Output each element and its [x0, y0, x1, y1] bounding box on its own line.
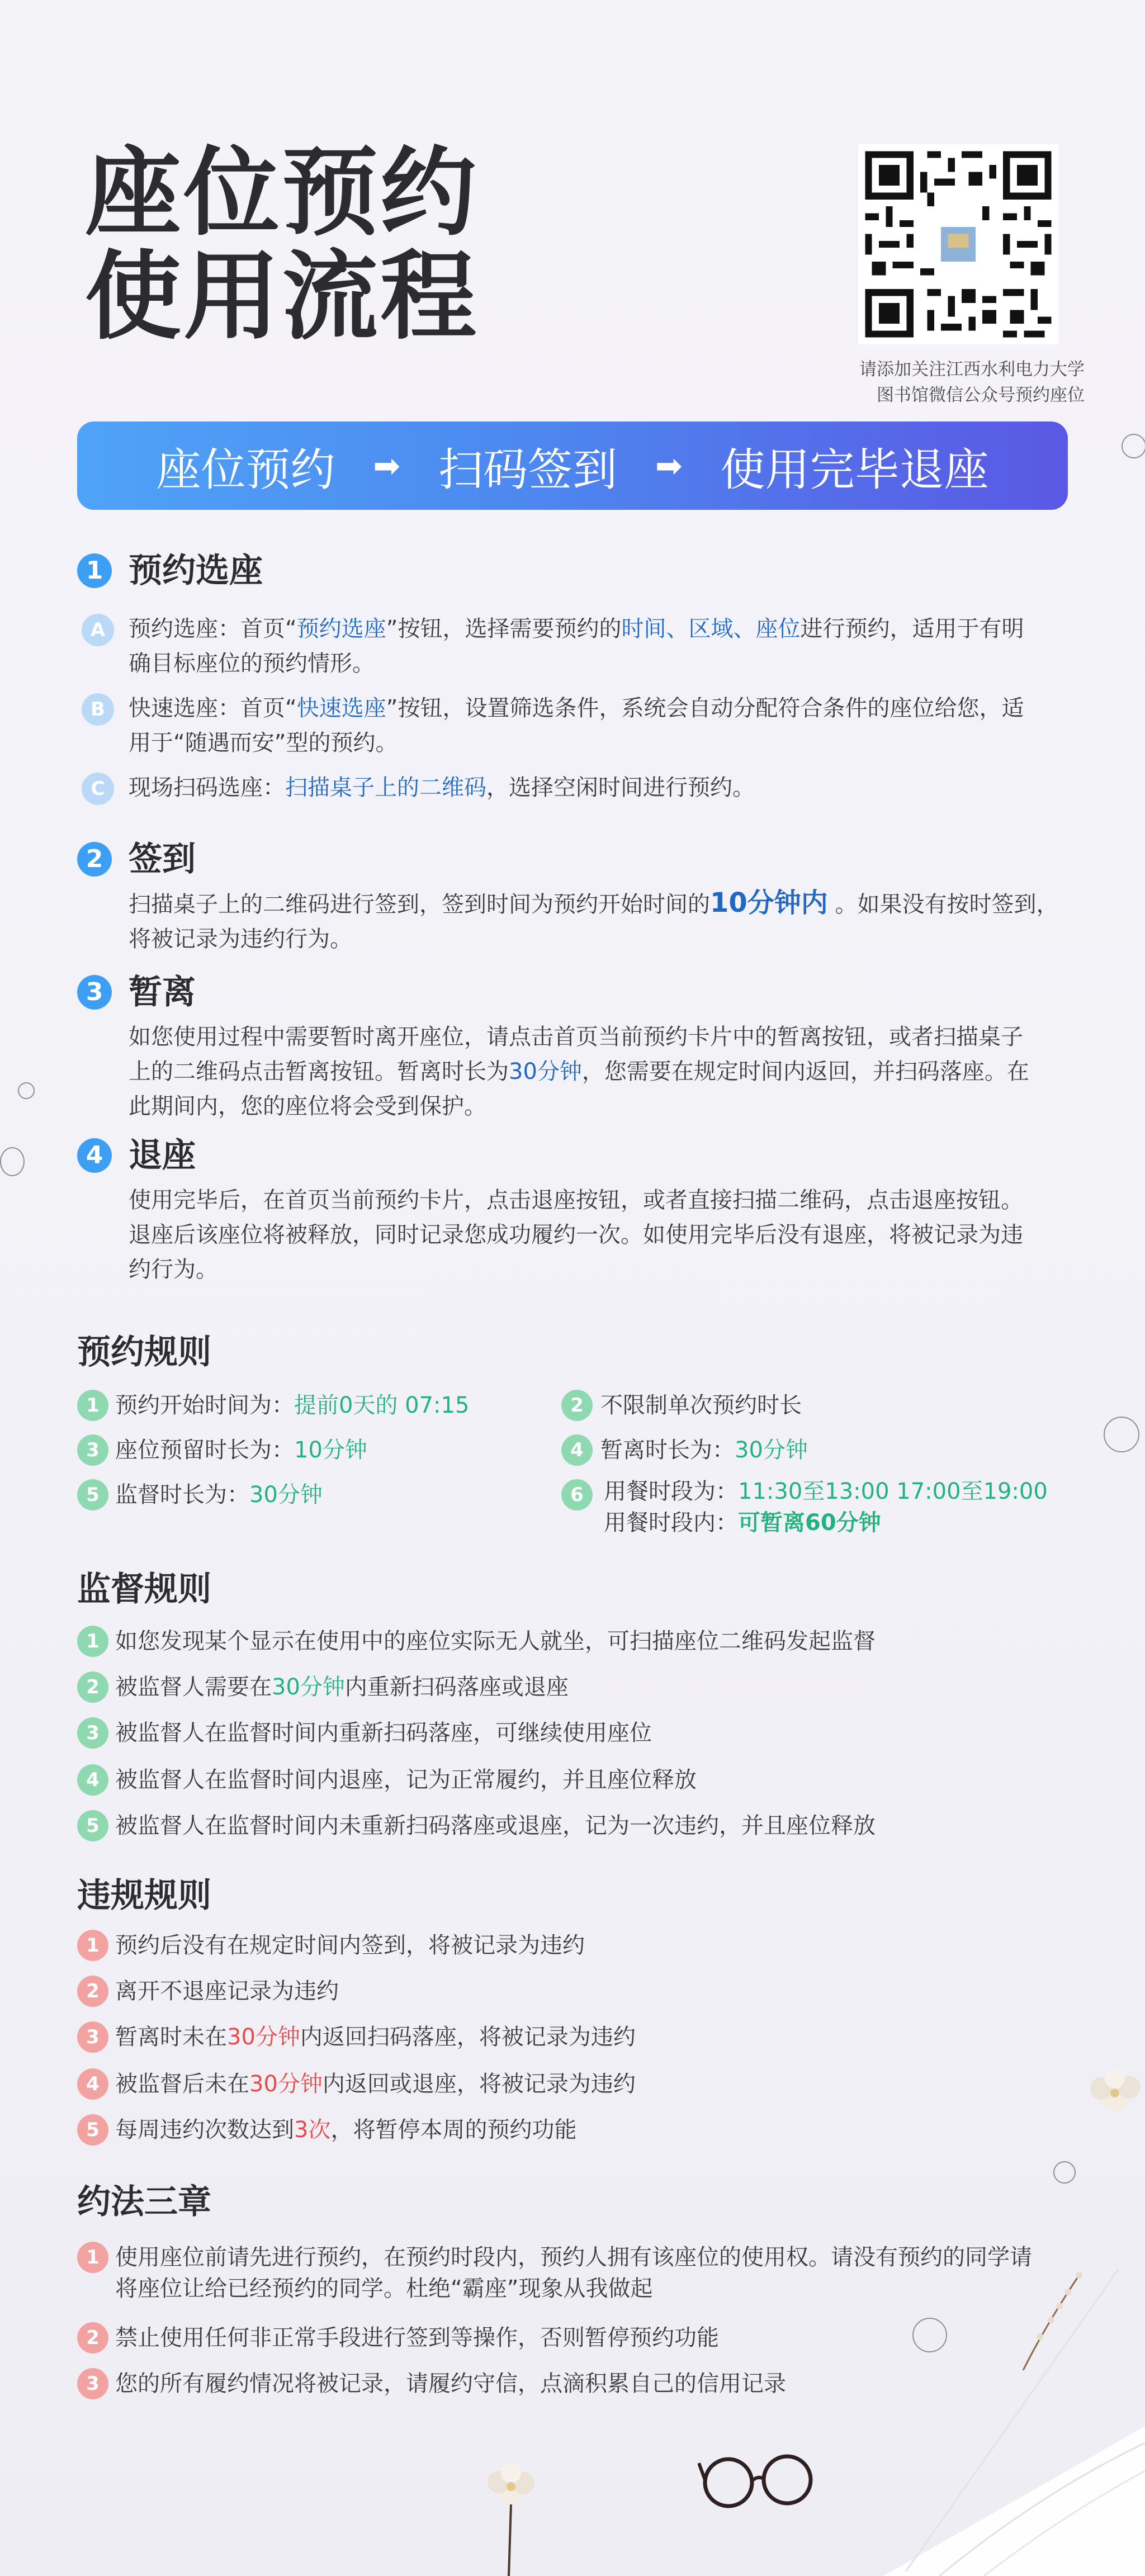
- text: 退座后该座位将被释放，同时记录您成功履约一次。如使用完毕后没有退座，将被记录为违: [129, 1222, 1023, 1248]
- sub-badge-a: A: [82, 614, 114, 646]
- rule-badge: 5: [77, 1810, 108, 1841]
- value: 30分钟: [272, 1674, 345, 1700]
- option-quick-seat: [129, 691, 1090, 760]
- decor-circle: [0, 1147, 25, 1176]
- text: 用餐时段为：: [604, 1479, 738, 1504]
- text: 预约开始时间为：: [115, 1393, 294, 1418]
- away-description: [129, 1020, 1090, 1124]
- rule-badge: 4: [77, 2068, 108, 2100]
- wechat-qr-code[interactable]: [858, 144, 1058, 344]
- value: 30分钟: [227, 2024, 300, 2050]
- rule-badge: 1: [77, 1626, 108, 1657]
- text: ，将暂停本周的预约功能: [330, 2117, 577, 2143]
- violation-rule: [115, 2114, 576, 2146]
- rule-badge: 2: [77, 2322, 108, 2354]
- rule-badge: 2: [77, 1671, 108, 1703]
- text: 内返回或退座，将被记录为违约: [322, 2071, 636, 2097]
- text: 暂离时未在: [115, 2024, 227, 2050]
- decor-circle: [18, 1082, 35, 1099]
- text: 每周违约次数达到: [115, 2117, 294, 2143]
- section-number-badge: 3: [77, 975, 112, 1010]
- rule-badge: 5: [77, 1479, 108, 1510]
- rule-badge: 1: [77, 1930, 108, 1961]
- text: 如您使用过程中需要暂时离开座位，请点击首页当前预约卡片中的暂离按钮，或者扫描桌子: [129, 1024, 1023, 1050]
- violation-rule: [115, 2021, 636, 2053]
- rule-badge: 4: [561, 1434, 593, 1466]
- text: 暂离时长为：: [600, 1437, 735, 1463]
- highlight: 快速选座: [296, 695, 386, 721]
- text: 使用座位前请先进行预约，在预约时段内，预约人拥有该座位的使用权。请没有预约的同学请: [115, 2244, 1032, 2270]
- section-number-badge: 1: [77, 553, 112, 588]
- section-title-leave: 退座: [129, 1136, 196, 1175]
- text: 此期间内，您的座位将会受到保护。: [129, 1093, 486, 1119]
- section-number-badge: 4: [77, 1138, 112, 1173]
- rule-badge: 3: [77, 2368, 108, 2399]
- rule-badge: 1: [77, 1390, 108, 1421]
- rule-badge: 4: [77, 1764, 108, 1796]
- rule-reserve-hold: [115, 1434, 367, 1466]
- three-rules-title: 约法三章: [77, 2182, 211, 2222]
- text: 使用完毕后，在首页当前预约卡片，点击退座按钮，或者直接扫描二维码，点击退座按钮。: [129, 1187, 1023, 1213]
- rule-meal-time: [604, 1476, 1048, 1538]
- violation-rule: 预约后没有在规定时间内签到，将被记录为违约: [115, 1933, 585, 1958]
- value: 30分钟: [735, 1437, 808, 1463]
- title-line-2: 使用流程: [85, 240, 479, 353]
- step-checkin: 扫码签到: [438, 443, 617, 496]
- highlight: 预约选座: [296, 616, 386, 642]
- section-title-away: 暂离: [129, 973, 196, 1012]
- glasses-icon: [698, 2446, 821, 2513]
- booking-rules-title: 预约规则: [77, 1333, 211, 1372]
- section-number-badge: 2: [77, 842, 112, 877]
- text: 。如果没有按时签到，: [827, 892, 1059, 917]
- supervision-rule: 被监督人在监督时间内重新扫码落座，可继续使用座位: [115, 1720, 652, 1746]
- text: ”按钮，选择需要预约的: [386, 616, 622, 642]
- text: 用于“随遇而安”型的预约。: [129, 730, 398, 756]
- value: 10分钟: [294, 1437, 367, 1463]
- violation-rules-title: 违规规则: [77, 1876, 211, 1915]
- rule-badge: 3: [77, 1717, 108, 1749]
- section-title-reserve: 预约选座: [129, 551, 263, 590]
- text: 约行为。: [129, 1257, 218, 1282]
- arrow-right-icon: ➡: [655, 447, 683, 485]
- title-line-1: 座位预约: [85, 136, 479, 249]
- qr-note-line-2: 图书馆微信公众号预约座位: [877, 385, 1085, 405]
- text: ，您需要在规定时间内返回，并扫码落座。在: [581, 1059, 1029, 1085]
- supervision-rule: 被监督人在监督时间内退座，记为正常履约，并且座位释放: [115, 1767, 697, 1793]
- value: 11:30至13:00 17:00至19:00: [738, 1479, 1048, 1504]
- page-title: [85, 136, 479, 353]
- agreement-rule: 您的所有履约情况将被记录，请履约守信，点滴积累自己的信用记录: [115, 2371, 786, 2397]
- text: 被监督人需要在: [115, 1674, 272, 1700]
- text: 扫描桌子上的二维码进行签到，签到时间为预约开始时间的: [129, 892, 710, 917]
- text: 被监督后未在: [115, 2071, 249, 2097]
- supervision-rules-title: 监督规则: [77, 1570, 211, 1609]
- supervision-rule: [115, 1671, 569, 1703]
- qr-instruction: [805, 357, 1085, 408]
- text: 进行预约，适用于有明: [800, 616, 1024, 642]
- violation-rule: [115, 2068, 636, 2100]
- section-title-checkin: 签到: [129, 840, 196, 879]
- agreement-rule: 禁止使用任何非正常手段进行签到等操作，否则暂停预约功能: [115, 2325, 719, 2351]
- value: 3次: [294, 2117, 331, 2143]
- supervision-rule: 如您发现某个显示在使用中的座位实际无人就坐，可扫描座位二维码发起监督: [115, 1628, 876, 1654]
- rule-badge: 3: [77, 2021, 108, 2053]
- highlight: 10分钟内: [710, 887, 828, 918]
- highlight: 扫描桌子上的二维码: [285, 775, 486, 801]
- option-scan-seat: [129, 770, 1090, 805]
- rule-badge: 2: [77, 1976, 108, 2007]
- value: 提前0天的 07:15: [294, 1393, 470, 1418]
- highlight: 30分钟: [509, 1059, 582, 1085]
- decor-circle: [1122, 434, 1145, 458]
- dried-flower-branch: [1006, 2270, 1096, 2370]
- rule-supervise-duration: [115, 1479, 323, 1510]
- rule-no-limit: 不限制单次预约时长: [600, 1393, 802, 1418]
- step-reserve: 座位预约: [156, 443, 335, 496]
- violation-rule: 离开不退座记录为违约: [115, 1978, 339, 2004]
- flower-icon: [1085, 2063, 1145, 2130]
- text: ，选择空闲时间进行预约。: [486, 775, 755, 801]
- option-reserve-seat: [129, 612, 1090, 681]
- rule-badge: 2: [561, 1390, 593, 1421]
- text: 现场扫码选座：: [129, 775, 285, 801]
- text: 内返回扫码落座，将被记录为违约: [300, 2024, 636, 2050]
- rule-badge: 6: [561, 1479, 593, 1510]
- text: ”按钮，设置筛选条件，系统会自动分配符合条件的座位给您，适: [386, 695, 1024, 721]
- value: 30分钟: [249, 2071, 323, 2097]
- text: 上的二维码点击暂离按钮。暂离时长为: [129, 1059, 509, 1085]
- value: 30分钟: [249, 1482, 323, 1508]
- flower-icon: [472, 2460, 550, 2576]
- qr-note-line-1: 请添加关注江西水利电力大学: [859, 359, 1085, 380]
- text: 监督时长为：: [115, 1482, 249, 1508]
- decor-circle: [1053, 2161, 1076, 2184]
- text: 座位预留时长为：: [115, 1437, 294, 1463]
- text: 内重新扫码落座或退座: [344, 1674, 569, 1700]
- highlight: 时间、区域、座位: [621, 616, 801, 642]
- text: 确目标座位的预约情形。: [129, 651, 375, 676]
- process-banner: [77, 422, 1068, 510]
- rule-start-time: [115, 1390, 469, 1421]
- text: 用餐时段内：: [604, 1510, 738, 1536]
- text: 预约选座：首页“: [129, 616, 297, 642]
- sub-badge-c: C: [82, 773, 114, 805]
- text: 将座位让给已经预约的同学。杜绝“霸座”现象从我做起: [115, 2276, 653, 2302]
- rule-badge: 5: [77, 2114, 108, 2146]
- rule-badge: 3: [77, 1434, 108, 1466]
- step-leave: 使用完毕退座: [720, 443, 989, 496]
- value: 可暂离60分钟: [738, 1510, 881, 1536]
- decor-circle: [1104, 1417, 1139, 1452]
- leave-description: [129, 1183, 1090, 1287]
- text: 快速选座：首页“: [129, 695, 297, 721]
- arrow-right-icon: ➡: [373, 447, 400, 485]
- rule-badge: 1: [77, 2242, 108, 2273]
- text: 将被记录为违约行为。: [129, 926, 352, 952]
- checkin-description: [129, 886, 1090, 956]
- supervision-rule: 被监督人在监督时间内未重新扫码落座或退座，记为一次违约，并且座位释放: [115, 1813, 876, 1839]
- sub-badge-b: B: [82, 693, 114, 726]
- rule-away-duration: [600, 1434, 808, 1466]
